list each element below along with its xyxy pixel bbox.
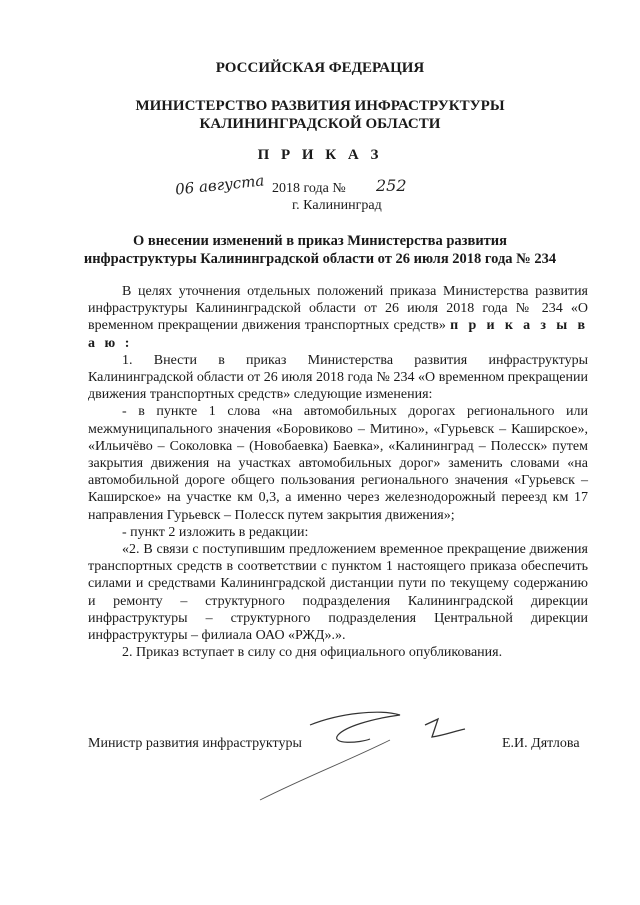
order-subject-line1: О внесении изменений в приказ Министерства развития [133,233,507,249]
order-body [88,283,588,661]
date-year-number-label: 2018 года № [272,181,346,196]
item-1: 1. Внести в приказ Министерства развития инфраструктуры Калининградской области от 26 июля 2018 года № 234 «О временном прекращении движения транспортных средств» следующие изменения: [88,352,588,403]
order-subject [80,232,560,268]
item-2: 2. Приказ вступает в силу со дня официального опубликования. [122,645,503,661]
intro-text: В целях уточнения отдельных положений приказа Министерства развития инфраструктуры Калининградской области от 26 июля 2018 года № 234 «О временном прекращении движения транспортных средств» [88,284,588,334]
intro-paragraph [88,283,588,352]
handwritten-signature [250,705,480,805]
order-word: п р и к а з ы в а ю : [88,318,589,351]
ministry-title-line2: КАЛИНИНГРАДСКОЙ ОБЛАСТИ [199,116,441,132]
ministry-title-line1: МИНИСТЕРСТВО РАЗВИТИЯ ИНФРАСТРУКТУРЫ [135,98,505,114]
doc-type-title: П Р И К А З [257,147,383,163]
handwritten-date: 06 августа [174,171,266,199]
handwritten-order-number: 252 [376,176,407,195]
item-1-subitem-1: - в пункте 1 слова «на автомобильных дорогах регионального или межмуниципального значения «Боровиково – Митино», «Гурьевск – Каширское», «Ильичёво – Соколовка – (Новобаевка) Баевка», «Калининград – Полесск» путем закрытия движения на участках автомобильных дорог» заменить словами «на автомобильной дороге общего пользования регионального значения «Гурьевск – Каширское» на участке км 0,3, а именно через железнодорожный переезд км 17 направления Гурьевск – Полесск путем закрытия движения»; [88,404,588,523]
ministry-title [0,97,640,133]
federation-title: РОССИЙСКАЯ ФЕДЕРАЦИЯ [215,60,425,76]
order-subject-line2: инфраструктуры Калининградской области от 26 июля 2018 года № 234 [83,251,557,267]
signatory-name: Е.И. Дятлова [502,736,580,751]
city: г. Калининград [292,198,382,213]
item-1-quote: «2. В связи с поступившим предложением временное прекращение движения транспортных средств в соответствии с пунктом 1 настоящего приказа обеспечить силами и средствами Калининградской дистанции пути по текущему содержанию и ремонту – структурного подразделения Калининградской дирекции инфраструктуры – структурного подразделения Центральной дирекции инфраструктуры – филиала ОАО «РЖД».». [88,542,588,644]
signatory-position: Министр развития инфраструктуры [88,736,302,751]
item-1-subitem-2: - пункт 2 изложить в редакции: [122,524,309,540]
